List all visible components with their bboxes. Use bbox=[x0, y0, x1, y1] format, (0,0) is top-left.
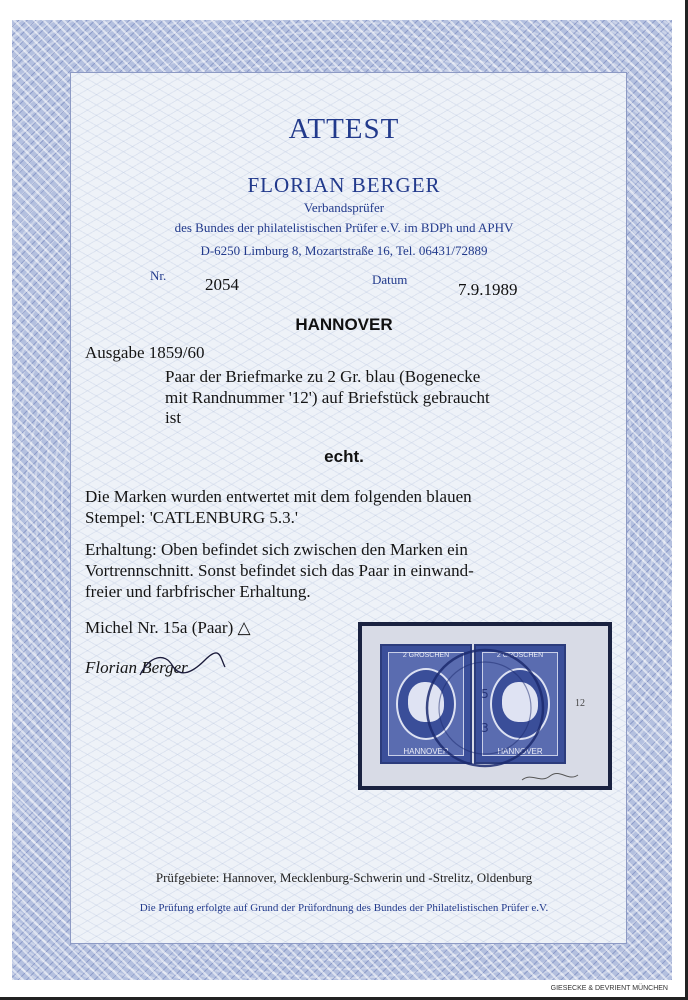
signature-scribble bbox=[80, 645, 230, 690]
michel-catalog-line: Michel Nr. 15a (Paar) △ bbox=[85, 618, 251, 637]
cancellation-line-1: Die Marken wurden entwertet mit dem folgenden blauen bbox=[85, 487, 472, 506]
examination-basis: Die Prüfung erfolgte auf Grund der Prüfordnung des Bundes der Philatelistischen Prüfer e.V. bbox=[139, 902, 549, 914]
svg-text:3: 3 bbox=[481, 721, 489, 735]
country-heading: HANNOVER bbox=[295, 315, 393, 334]
condition-line-1: Erhaltung: Oben befindet sich zwischen den Marken ein bbox=[85, 540, 468, 559]
description-line-3: ist bbox=[165, 408, 182, 427]
datum-label: Datum bbox=[372, 272, 408, 287]
cancellation-line-2: Stempel: 'CATLENBURG 5.3.' bbox=[85, 508, 298, 527]
condition-line-2: Vortrennschnitt. Sonst befindet sich das Paar in einwand- bbox=[85, 561, 474, 580]
svg-text:5: 5 bbox=[481, 687, 489, 701]
signature-text: Florian Berger bbox=[85, 658, 188, 677]
examiner-role: Verbandsprüfer bbox=[303, 200, 385, 215]
stamp-left-country: HANNOVER bbox=[403, 747, 449, 756]
sheet-margin-number: 12 bbox=[575, 698, 585, 709]
certificate-date: 7.9.1989 bbox=[458, 280, 518, 299]
printer-imprint: GIESECKE & DEVRIENT MÜNCHEN bbox=[550, 985, 668, 992]
stamp-left-value: 2 GROSCHEN bbox=[402, 652, 450, 659]
examiner-association: des Bundes der philatelistischen Prüfer e.V. im BDPh und APHV bbox=[174, 220, 514, 235]
document-title: ATTEST bbox=[288, 113, 400, 145]
description-line-1: Paar der Briefmarke zu 2 Gr. blau (Bogenecke bbox=[165, 367, 481, 386]
postmark-cancel-icon bbox=[420, 640, 550, 775]
certificate-number: 2054 bbox=[205, 275, 239, 294]
examination-areas: Prüfgebiete: Hannover, Mecklenburg-Schwerin und -Strelitz, Oldenburg bbox=[155, 870, 533, 885]
examiner-address: D-6250 Limburg 8, Mozartstraße 16, Tel. 06431/72889 bbox=[200, 243, 488, 258]
stamp-right-country: HANNOVER bbox=[497, 747, 543, 756]
verdict: echt. bbox=[324, 447, 364, 466]
issue-line: Ausgabe 1859/60 bbox=[85, 343, 205, 362]
examiner-name: FLORIAN BERGER bbox=[247, 173, 441, 197]
description-line-2: mit Randnummer '12') auf Briefstück gebraucht bbox=[165, 388, 490, 407]
backstamp-signature-scribble bbox=[520, 770, 580, 786]
stamp-right-value: 2 GROSCHEN bbox=[496, 652, 544, 659]
nr-label: Nr. bbox=[150, 268, 167, 283]
condition-line-3: freier und farbfrischer Erhaltung. bbox=[85, 582, 311, 601]
